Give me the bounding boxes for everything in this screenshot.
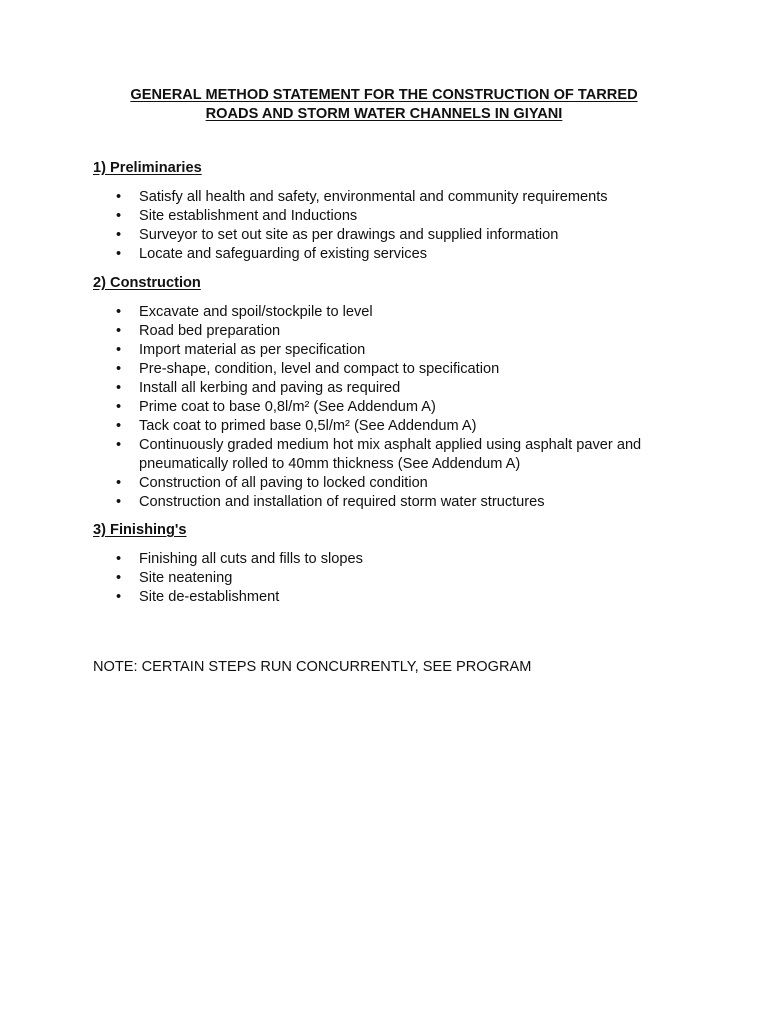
list-item xyxy=(93,188,693,207)
list-item xyxy=(93,360,693,379)
section-finishings xyxy=(93,521,693,607)
list-item xyxy=(93,322,693,341)
document-note: NOTE: CERTAIN STEPS RUN CONCURRENTLY, SEE PROGRAM xyxy=(93,658,532,675)
bullet-icon: • xyxy=(116,475,122,491)
list-item-text: Construction of all paving to locked condition xyxy=(139,475,428,491)
finishings-list xyxy=(93,550,693,607)
bullet-icon: • xyxy=(116,380,122,396)
list-item xyxy=(93,588,693,607)
list-item xyxy=(93,569,693,588)
list-item-text: Site establishment and Inductions xyxy=(139,208,358,224)
list-item-text: Satisfy all health and safety, environmental and community requirements xyxy=(139,189,608,205)
list-item-text: Site de-establishment xyxy=(139,589,280,605)
list-item xyxy=(93,341,693,360)
list-item xyxy=(93,474,693,493)
list-item xyxy=(93,436,693,474)
list-item-text: Continuously graded medium hot mix asphalt applied using asphalt paver and pneumatically rolled to 40mm thickness (See Addendum A) xyxy=(139,437,642,472)
bullet-icon: • xyxy=(116,342,122,358)
list-item-text: Construction and installation of required storm water structures xyxy=(139,494,545,510)
document-title xyxy=(93,86,675,124)
title-line-2: ROADS AND STORM WATER CHANNELS IN GIYANI xyxy=(205,106,563,122)
section-preliminaries xyxy=(93,159,693,264)
list-item xyxy=(93,398,693,417)
section-heading-preliminaries: 1) Preliminaries xyxy=(93,160,202,176)
list-item-text: Tack coat to primed base 0,5l/m² (See Addendum A) xyxy=(139,418,477,434)
bullet-icon: • xyxy=(116,437,122,453)
list-item xyxy=(93,245,693,264)
list-item-text: Finishing all cuts and fills to slopes xyxy=(139,551,363,567)
list-item xyxy=(93,417,693,436)
list-item-text: Excavate and spoil/stockpile to level xyxy=(139,304,373,320)
bullet-icon: • xyxy=(116,589,122,605)
bullet-icon: • xyxy=(116,551,122,567)
list-item xyxy=(93,226,693,245)
section-heading-finishings: 3) Finishing's xyxy=(93,522,187,538)
list-item-text: Locate and safeguarding of existing services xyxy=(139,246,427,262)
list-item-text: Road bed preparation xyxy=(139,323,281,339)
list-item-text: Prime coat to base 0,8l/m² (See Addendum A) xyxy=(139,399,436,415)
list-item-text: Install all kerbing and paving as required xyxy=(139,380,401,396)
bullet-icon: • xyxy=(116,323,122,339)
bullet-icon: • xyxy=(116,361,122,377)
list-item-text: Pre-shape, condition, level and compact to specification xyxy=(139,361,500,377)
preliminaries-list xyxy=(93,188,693,264)
list-item xyxy=(93,207,693,226)
bullet-icon: • xyxy=(116,399,122,415)
bullet-icon: • xyxy=(116,189,122,205)
bullet-icon: • xyxy=(116,494,122,510)
list-item xyxy=(93,550,693,569)
list-item-text: Surveyor to set out site as per drawings and supplied information xyxy=(139,227,559,243)
section-heading-construction: 2) Construction xyxy=(93,275,201,291)
list-item xyxy=(93,303,693,322)
bullet-icon: • xyxy=(116,570,122,586)
list-item xyxy=(93,379,693,398)
section-construction xyxy=(93,274,693,512)
bullet-icon: • xyxy=(116,246,122,262)
construction-list xyxy=(93,303,693,512)
bullet-icon: • xyxy=(116,208,122,224)
bullet-icon: • xyxy=(116,227,122,243)
bullet-icon: • xyxy=(116,418,122,434)
list-item xyxy=(93,493,693,512)
title-line-1: GENERAL METHOD STATEMENT FOR THE CONSTRUCTION OF TARRED xyxy=(130,87,638,103)
bullet-icon: • xyxy=(116,304,122,320)
list-item-text: Site neatening xyxy=(139,570,233,586)
list-item-text: Import material as per specification xyxy=(139,342,366,358)
